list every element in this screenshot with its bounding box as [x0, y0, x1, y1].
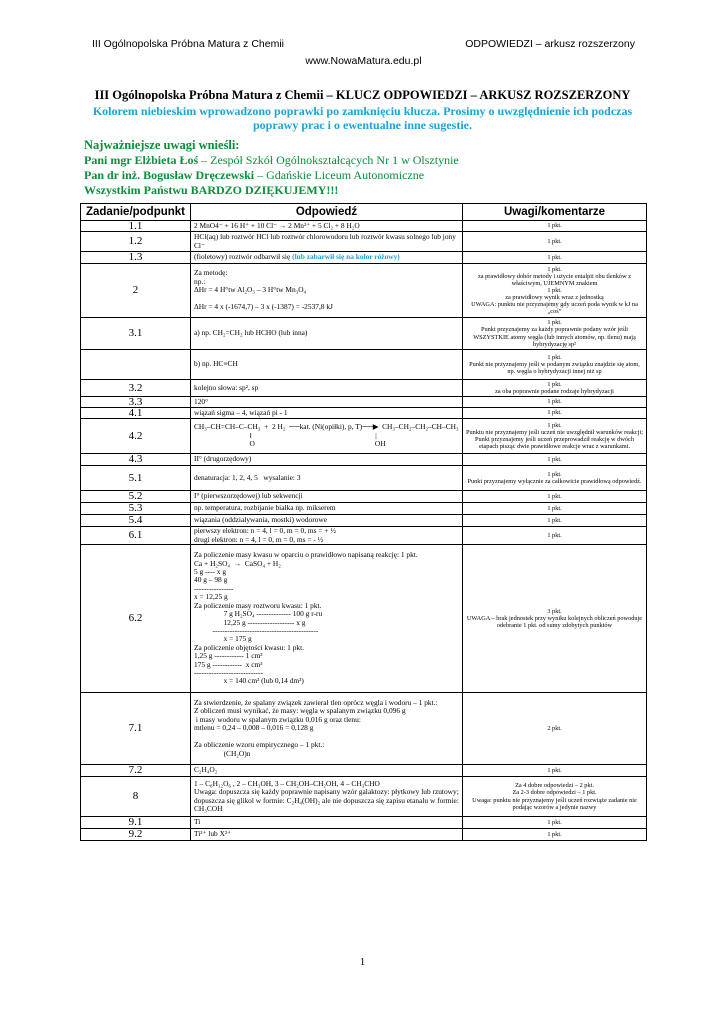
remark-cell: 1 pkt.: [463, 527, 647, 545]
table-row: [81, 777, 647, 817]
correction-note: Kolorem niebieskim wprowadzono poprawki po zamknięciu klucza. Prosimy o uwzględnienie ich podczas poprawy prac i o ewentualne inne sugestie.: [92, 104, 633, 132]
answer-text: denaturacja: 1, 2, 4, 5 wysalanie: 3: [194, 472, 301, 482]
remark-cell: 1 pkt.: [463, 765, 647, 777]
remark-cell: 1 pkt.: [463, 397, 647, 408]
table-row: [81, 817, 647, 829]
answer-text: wiązania (oddziaływania, mostki) wodorowe: [194, 515, 327, 525]
answer-text: np. temperatura, rozbijanie białka np. mikserem: [194, 503, 336, 513]
task-number: 9.2: [81, 829, 191, 841]
remark-cell: 1 pkt.: [463, 503, 647, 515]
table-row: [81, 221, 647, 232]
col-header-answer: Odpowiedź: [191, 204, 463, 221]
remark-cell: 1 pkt. Punktu nie przyznajemy jeśli uczeń nie uwzględnił warunków reakcji; Punkt przyznajemy jeśli uczeń przeprowadził reakcję w dwóch etapach pisząc dwie prawidłowe reakcje wraz z warunkami.: [463, 419, 647, 454]
task-number: 1.3: [81, 252, 191, 264]
answer-text: 2 MnO4⁻ + 16 H⁺ + 10 Cl⁻ → 2 Mn²⁺ + 5 Cl₂ + 8 H₂O: [194, 220, 360, 230]
answer-text: (fioletowy) roztwór odbarwił się: [194, 252, 291, 262]
answer-cell: [191, 264, 463, 318]
answer-text: Za stwierdzenie, że spalany związek zawierał tlen oprócz węgla i wodoru – 1 pkt.: Z obliczeń musi wynikać, że masy: węgla w spalanym związku 0,096 g i masy wodoru w spalanym związku 0,016 g oraz tlenu: mtlenu = 0,24 – 0,008 – 0,016 = 0,128 g Za obliczenie wzoru empirycznego – 1 pkt.: (CH₂O)n: [194, 698, 438, 758]
answer-cell: [191, 491, 463, 503]
task-number: 7.2: [81, 765, 191, 777]
table-header-row: [81, 204, 647, 221]
answer-cell: [191, 397, 463, 408]
answer-cell: [191, 503, 463, 515]
answer-text: Za metodę: np.: ΔHr = 4 H°tw Al₂O₃ – 3 H°tw Mn₃O₄ ΔHr = 4 x (-1674,7) – 3 x (-1387) = -2537,8 kJ: [194, 268, 333, 312]
thanks-person-2: Pan dr inż. Bogusław Dręczewski – Gdańskie Liceum Autonomiczne: [84, 168, 425, 182]
thanks-person-1: Pani mgr Elżbieta Łoś – Zespół Szkół Ogólnokształcących Nr 1 w Olsztynie: [84, 153, 459, 167]
remark-cell: 1 pkt. Punkt nie przyznajemy jeśli w podanym związku znajdzie się atom, np. węgla o hybrydyzacji innej niż sp: [463, 350, 647, 380]
col-header-remarks: Uwagi/komentarze: [463, 204, 647, 221]
table-row: [81, 419, 647, 454]
answer-text: Ti²⁺ lub X²⁺: [194, 829, 232, 839]
remark-cell: 1 pkt.: [463, 252, 647, 264]
answer-cell: [191, 232, 463, 252]
table-row: [81, 232, 647, 252]
remark-cell: Za 4 dobre odpowiedzi – 2 pkt. Za 2-3 dobre odpowiedzi – 1 pkt. Uwaga: punktu nie przyznajemy jeśli uczeń rozwiąże zadanie nie podając wzorów a jedynie nazwy: [463, 777, 647, 817]
table-row: [81, 545, 647, 693]
table-row: [81, 318, 647, 350]
header-url: www.NowaMatura.edu.pl: [305, 55, 422, 67]
table-row: [81, 264, 647, 318]
answer-text: I° (pierwszorzędowej) lub sekwencji: [194, 491, 303, 501]
answer-text: kolejno słowa: sp², sp: [194, 382, 259, 392]
answer-text: HCl(aq) lub roztwór HCl lub roztwór chlorowodoru lub roztwór kwasu solnego lub jony Cl⁻: [194, 232, 458, 250]
answer-correction: (lub zabarwił się na kolor różowy): [290, 252, 400, 262]
task-number: 3.1: [81, 318, 191, 350]
task-number: 5.4: [81, 515, 191, 527]
page-header: [92, 38, 635, 70]
table-row: [81, 252, 647, 264]
table-row: [81, 515, 647, 527]
answer-cell: [191, 777, 463, 817]
task-number: 3.2: [81, 380, 191, 397]
table-row: [81, 491, 647, 503]
answer-cell: [191, 454, 463, 466]
task-number: 6.1: [81, 527, 191, 545]
answer-cell: [191, 408, 463, 419]
task-number: 8: [81, 777, 191, 817]
remark-cell: 3 pkt. UWAGA – brak jednostek przy wyniku kolejnych obliczeń powoduje odebranie 1 pkt. od sumy zdobytych punktów: [463, 545, 647, 693]
remark-cell: 1 pkt.: [463, 454, 647, 466]
remark-cell: 1 pkt.: [463, 829, 647, 841]
table-row: [81, 454, 647, 466]
answer-cell: [191, 527, 463, 545]
remark-cell: 1 pkt. za oba poprawnie podane rodzaje hybrydyzacji: [463, 380, 647, 397]
remark-cell: 1 pkt. Punkt przyznajemy wyłącznie za całkowicie prawidłową odpowiedź.: [463, 466, 647, 491]
task-number: 4.2: [81, 419, 191, 454]
col-header-task: Zadanie/podpunkt: [81, 204, 191, 221]
table-row: [81, 466, 647, 491]
remark-cell: 1 pkt.: [463, 221, 647, 232]
table-row: [81, 408, 647, 419]
task-number: 5.2: [81, 491, 191, 503]
answer-cell: [191, 466, 463, 491]
task-number: 9.1: [81, 817, 191, 829]
answer-text: Ti: [194, 817, 201, 827]
remark-cell: 1 pkt. za prawidłowy dobór metody i użycie entalpii obu tlenków z właściwym, UJEMNYM znakiem 1 pkt. za prawidłowy wynik wraz z jednostką UWAGA: punktu nie przyznajemy gdy uczeń poda wynik w kJ na „coś”: [463, 264, 647, 318]
answer-cell: [191, 515, 463, 527]
table-row: [81, 693, 647, 765]
remark-cell: 1 pkt.: [463, 491, 647, 503]
answer-cell: [191, 765, 463, 777]
page-number: 1: [359, 956, 366, 968]
remark-cell: 1 pkt.: [463, 232, 647, 252]
table-row: [81, 527, 647, 545]
task-number: 5.3: [81, 503, 191, 515]
remark-cell: 2 pkt.: [463, 693, 647, 765]
task-number: 2: [81, 264, 191, 318]
header-left: III Ogólnopolska Próbna Matura z Chemii: [92, 38, 285, 50]
remark-cell: 1 pkt.: [463, 408, 647, 419]
document-title: III Ogólnopolska Próbna Matura z Chemii – KLUCZ ODPOWIEDZI – ARKUSZ ROZSZERZONY: [94, 88, 631, 102]
remark-cell: 1 pkt.: [463, 515, 647, 527]
answer-text: 1 – C₆H₁₂O₆ , 2 – CH₃OH, 3 – CH₂OH–CH₂OH, 4 – CH₃CHO Uwaga: dopuszcza się każdy poprawnie napisany wzór galaktozy: płytkowy lub rzutowy; dopuszcza się glikol w formie: C₂H₄(OH)₂ ale nie dopuszcza się zapisu etanalu w formie: CH₃COH: [194, 778, 459, 813]
answer-text: a) np. CH₂=CH₂ lub HCHO (lub inna): [194, 328, 308, 338]
table-row: [81, 350, 647, 380]
thanks-heading: Najważniejsze uwagi wnieśli:: [84, 138, 240, 152]
remark-cell: 1 pkt.: [463, 817, 647, 829]
remark-cell: 1 pkt. Punkt przyznajemy za każdy poprawnie podany wzór jeśli WSZYSTKIE atomy węgla (lub innych atomów, np. tlenu) mają hybrydyzację sp²: [463, 318, 647, 350]
answer-text: Za policzenie masy kwasu w oparciu o prawidłowo napisaną reakcję: 1 pkt. Ca + H₂SO₄ → CaSO₄ + H₂ 5 g ---- x g 40 g – 98 g ---------------- x = 12,25 g Za policzenie masy roztworu kwasu: 1 pkt. 7 g H₂SO₄ -------------- 100 g r-ru 12,25 g ------------------- x g ------------------------------------------- x = 175 g Za policzenie objętości kwasu: 1 pkt. 1,25 g ------------ 1 cm³ 175 g ------------ x cm³ ---------------------------- x = 140 cm³ (lub 0,14 dm³): [194, 550, 418, 686]
answer-text: 120°: [194, 396, 209, 406]
answer-cell: [191, 545, 463, 693]
table-row: [81, 829, 647, 841]
answer-cell: [191, 318, 463, 350]
answer-text: II° (drugorzędowy): [194, 454, 252, 464]
answer-text: CH₃–CH=CH–C–CH₃ + 2 H₂ ──kat. (Ni(opiłki), p, T)──▶ CH₃–CH₂–CH₂–CH–CH₃ ‖ | O OH: [194, 422, 459, 449]
task-number: 5.1: [81, 466, 191, 491]
table-row: [81, 765, 647, 777]
task-number: 4.3: [81, 454, 191, 466]
answer-cell: [191, 252, 463, 264]
task-number: 7.1: [81, 693, 191, 765]
answer-key-table: [80, 203, 647, 841]
table-row: [81, 397, 647, 408]
task-number: 3.3: [81, 397, 191, 408]
intro-block: [84, 88, 641, 198]
answer-text: wiązań sigma – 4, wiązań pi - 1: [194, 407, 288, 417]
answer-cell: [191, 350, 463, 380]
task-number: 4.1: [81, 408, 191, 419]
answer-text: b) np. HC≡CH: [194, 359, 238, 369]
answer-cell: [191, 817, 463, 829]
answer-text: C₂H₄O₂: [194, 765, 218, 775]
task-number: 1.2: [81, 232, 191, 252]
header-right: ODPOWIEDZI – arkusz rozszerzony: [465, 38, 635, 50]
answer-text: pierwszy elektron: n = 4, l = 0, m = 0, ms = + ½ drugi elektron: n = 4, l = 0, m = 0, ms = - ½: [194, 526, 336, 544]
answer-cell: [191, 380, 463, 397]
answer-cell: [191, 693, 463, 765]
table-row: [81, 503, 647, 515]
task-number: 1.1: [81, 221, 191, 232]
answer-cell: [191, 829, 463, 841]
answer-cell: [191, 221, 463, 232]
table-row: [81, 380, 647, 397]
task-number: 6.2: [81, 545, 191, 693]
thanks-all: Wszystkim Państwu BARDZO DZIĘKUJEMY!!!: [84, 183, 339, 197]
task-number: [81, 350, 191, 380]
answer-cell: [191, 419, 463, 454]
